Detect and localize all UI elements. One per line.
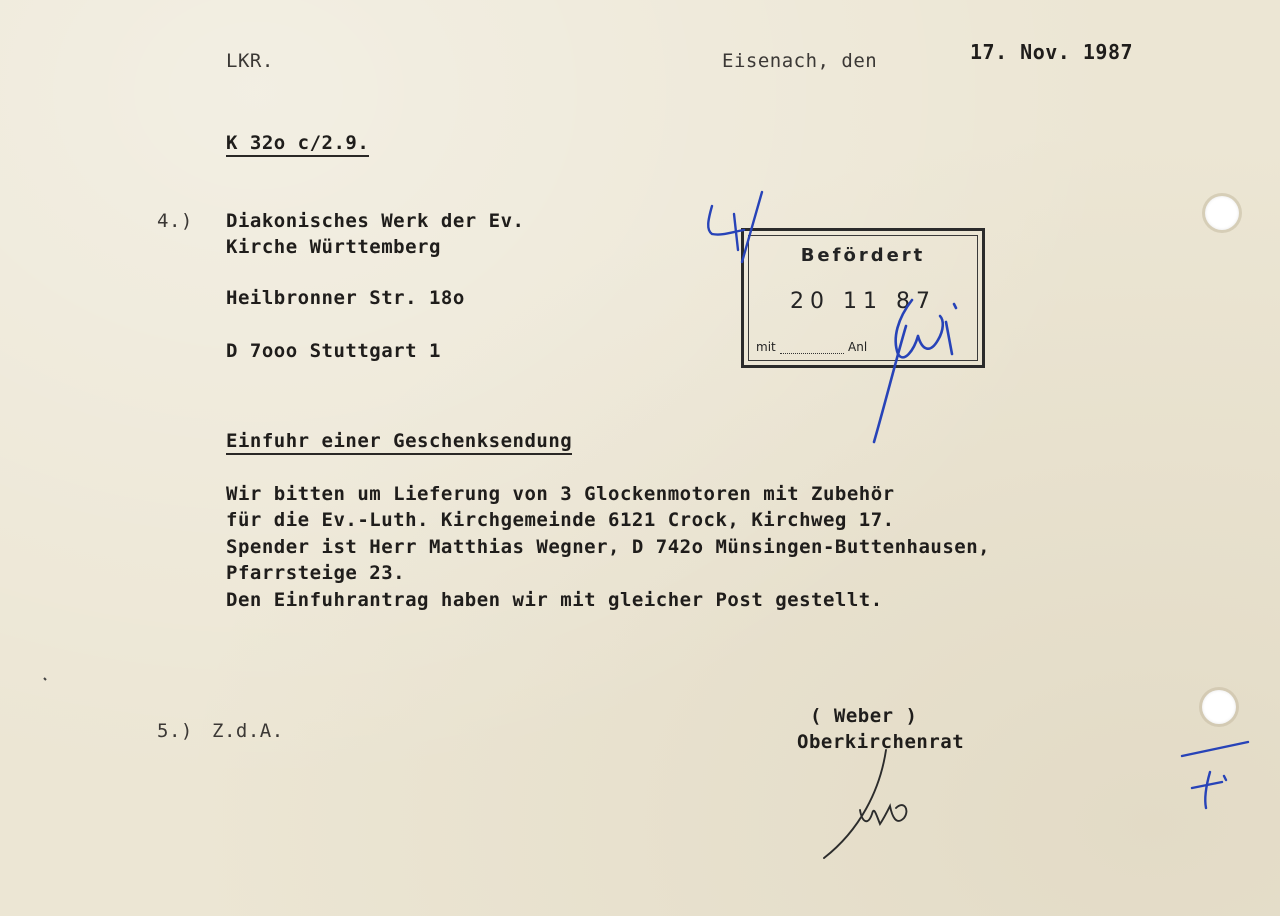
stamp-title: Befördert	[800, 245, 926, 266]
recipient-line-1: Diakonisches Werk der Ev.	[226, 210, 525, 232]
recipient-line-2: Kirche Württemberg	[226, 236, 441, 258]
recipient-street: Heilbronner Str. 18o	[226, 287, 465, 309]
body-line-2: für die Ev.-Luth. Kirchgemeinde 6121 Crock, Kirchweg 17.	[226, 509, 895, 531]
pencil-signature	[824, 750, 906, 858]
sender-abbreviation: LKR.	[226, 50, 274, 72]
stray-mark	[44, 678, 46, 680]
signer-title: Oberkirchenrat	[797, 731, 965, 753]
body-line-3: Spender ist Herr Matthias Wegner, D 742o Münsingen-Buttenhausen,	[226, 536, 991, 558]
punch-hole-bottom	[1202, 690, 1236, 724]
pen-margin-line	[1182, 742, 1248, 756]
punch-hole-top	[1205, 196, 1239, 230]
body-line-5: Den Einfuhrantrag haben wir mit gleicher Post gestellt.	[226, 589, 883, 611]
stamp-date: 20 11 87	[790, 289, 936, 314]
city-date-prefix: Eisenach, den	[722, 50, 878, 72]
letter-date: 17. Nov. 1987	[970, 40, 1134, 64]
file-reference: K 32o c/2.9.	[226, 132, 369, 157]
pen-margin-mark	[1192, 772, 1226, 808]
recipient-city: D 7ooo Stuttgart 1	[226, 340, 441, 362]
closing-note: Z.d.A.	[212, 720, 284, 742]
body-line-4: Pfarrsteige 23.	[226, 562, 406, 584]
recipient-item-number: 4.)	[157, 210, 193, 232]
pen-mark-four	[708, 206, 744, 250]
dispatch-stamp	[741, 228, 985, 368]
stamp-anl-label: Anl	[848, 340, 868, 354]
stamp-mit-label: mit	[756, 340, 776, 354]
stamp-dotted-line	[780, 353, 844, 354]
subject-line: Einfuhr einer Geschenksendung	[226, 430, 572, 455]
body-line-1: Wir bitten um Lieferung von 3 Glockenmotoren mit Zubehör	[226, 483, 895, 505]
signer-name: ( Weber )	[810, 705, 918, 727]
closing-item-number: 5.)	[157, 720, 193, 742]
